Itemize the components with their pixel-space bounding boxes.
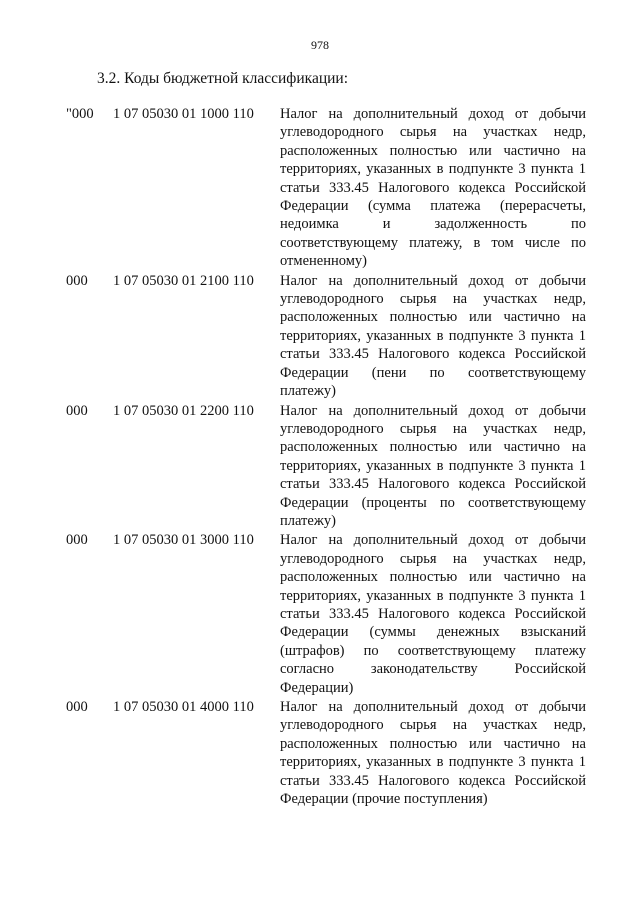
page-number: 978 — [311, 38, 329, 52]
classification-entry — [0, 272, 640, 401]
entry-description: Налог на дополнительный доход от добычи углеводородного сырья на участках недр, расположенных полностью или частично на территориях, указанных в подпункте 3 пункта 1 статьи 333.45 Налогового кодекса Российской Федерации (суммы денежных взысканий (штрафов) по соответствующему платежу согласно законодательству Российской Федерации) — [280, 532, 586, 696]
admin-code: 000 — [66, 699, 88, 715]
entry-description: Налог на дополнительный доход от добычи углеводородного сырья на участках недр, расположенных полностью или частично на территориях, указанных в подпункте 3 пункта 1 статьи 333.45 Налогового кодекса Российской Федерации (прочие поступления) — [280, 699, 586, 808]
entry-description: Налог на дополнительный доход от добычи углеводородного сырья на участках недр, расположенных полностью или частично на территориях, указанных в подпункте 3 пункта 1 статьи 333.45 Налогового кодекса Российской Федерации (сумма платежа (перерасчеты, недоимка и задолженность по соответствующему платежу, в том числе по отмененному) — [280, 106, 586, 270]
admin-code: 000 — [66, 532, 88, 549]
classification-entry — [0, 402, 640, 531]
entry-description: Налог на дополнительный доход от добычи углеводородного сырья на участках недр, расположенных полностью или частично на территориях, указанных в подпункте 3 пункта 1 статьи 333.45 Налогового кодекса Российской Федерации (проценты по соответствующему платежу) — [280, 402, 586, 529]
budget-classification-code: 1 07 05030 01 3000 110 — [113, 532, 254, 549]
entry-description: Налог на дополнительный доход от добычи углеводородного сырья на участках недр, расположенных полностью или частично на территориях, указанных в подпункте 3 пункта 1 статьи 333.45 Налогового кодекса Российской Федерации (пени по соответствующему платежу) — [280, 272, 586, 400]
admin-code: 000 — [66, 402, 88, 419]
classification-code-list — [0, 105, 640, 808]
budget-classification-code: 1 07 05030 01 2200 110 — [113, 402, 254, 419]
budget-classification-code: 1 07 05030 01 1000 110 — [113, 106, 254, 122]
classification-entry — [0, 531, 640, 697]
budget-classification-code: 1 07 05030 01 4000 110 — [113, 699, 254, 715]
budget-classification-code: 1 07 05030 01 2100 110 — [113, 272, 254, 289]
classification-entry — [0, 105, 640, 271]
admin-code: 000 — [66, 272, 88, 289]
admin-code: "000 — [66, 106, 94, 122]
classification-entry — [0, 698, 640, 808]
section-heading: 3.2. Коды бюджетной классификации: — [97, 70, 349, 87]
